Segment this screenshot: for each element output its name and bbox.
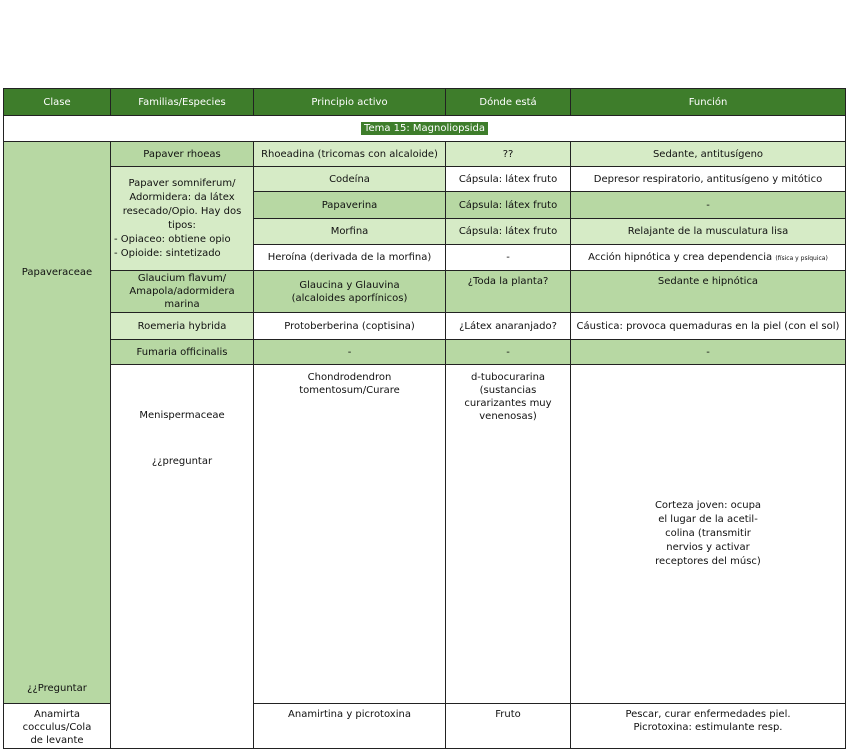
species-line: Amapola/adormidera marina [129,286,235,310]
where-cell: Cápsula: látex fruto [446,192,571,219]
function-text: Acción hipnótica y crea dependencia [588,251,773,263]
species-line: Chondrodendron [307,372,392,383]
principle-cell [254,271,446,313]
principle-cell: Codeína [254,167,446,192]
principle-cell: Morfina [254,219,446,245]
header-donde: Dónde está [446,89,571,116]
principle-cell: Heroína (derivada de la morfina) [254,245,446,271]
where-cell: ?? [446,142,571,167]
class-name: Menispermaceae [139,410,225,421]
species-cell: Fumaria officinalis [111,340,254,365]
principle-cell: Papaverina [254,192,446,219]
principle-cell: Anamirtina y picrotoxina [254,704,446,749]
table-row [4,271,846,313]
function-cell [571,704,846,749]
table-row [4,365,846,704]
function-cell: Relajante de la musculatura lisa [571,219,846,245]
function-note: (física y psíquica) [775,254,828,262]
species-cell [111,167,254,271]
where-cell: ¿Toda la planta? [446,271,571,313]
where-line: colina (transmitir [665,528,751,539]
header-principio: Principio activo [254,89,446,116]
where-cell: ¿Látex anaranjado? [446,313,571,340]
section-title: Tema 15: Magnoliopsida [361,122,488,135]
principle-line: Glaucina y Glauvina [299,279,400,291]
species-cell: Papaver rhoeas [111,142,254,167]
function-cell: Depresor respiratorio, antitusígeno y mitótico [571,167,846,192]
function-cell: Sedante, antitusígeno [571,142,846,167]
class-note: ¿¿Preguntar [27,683,87,694]
class-note: ¿¿preguntar [151,456,213,467]
where-line: Corteza joven: ocupa [654,500,762,511]
class-name: Papaveraceae [21,267,93,278]
principle-line: curarizantes muy venenosas) [464,398,552,422]
function-line: Pescar, curar enfermedades piel. [625,709,791,720]
table-row [4,167,846,192]
function-cell: Cáustica: provoca quemaduras en la piel (con el sol) [571,313,846,340]
where-line: el lugar de la acetil- [658,514,758,525]
class-cell-papaveraceae [4,142,111,704]
where-line: nervios y activar [666,542,750,553]
table-row [4,340,846,365]
function-cell: - [571,192,846,219]
species-line: Adormidera: da látex [129,191,235,203]
function-cell: - [571,340,846,365]
where-cell: Fruto [446,704,571,749]
where-line: receptores del músc) [655,556,761,567]
where-cell: Cápsula: látex fruto [446,219,571,245]
header-row [4,89,846,116]
principle-line: d-tubocurarina (sustancias [470,372,546,396]
class-cell-menispermaceae [111,365,254,749]
where-cell: - [446,340,571,365]
principle-cell [446,365,571,704]
principle-cell: - [254,340,446,365]
header-clase: Clase [4,89,111,116]
species-line: Glaucium flavum/ [137,273,227,284]
principle-cell: Rhoeadina (tricomas con alcaloide) [254,142,446,167]
species-cell [4,704,111,749]
species-line: - Opioide: sintetizado [114,247,221,259]
species-cell: Roemeria hybrida [111,313,254,340]
species-line: de levante [30,735,84,746]
table-row [4,142,846,167]
species-line: tipos: [168,219,196,231]
header-familias: Familias/Especies [111,89,254,116]
function-line: Picrotoxina: estimulante resp. [633,722,783,733]
species-line: - Opiaceo: obtiene opio [114,233,231,245]
header-funcion: Función [571,89,846,116]
species-line: resecado/Opio. Hay dos [122,205,242,217]
species-line: tomentosum/Curare [299,385,400,396]
principle-line: (alcaloides aporfínicos) [291,292,408,304]
where-cell [571,365,846,704]
where-cell: Cápsula: látex fruto [446,167,571,192]
species-cell [111,271,254,313]
species-line: Anamirta cocculus/Cola [22,709,92,733]
species-line: Papaver somniferum/ [128,177,236,189]
table-row [4,313,846,340]
classification-table [3,88,846,749]
function-cell: Sedante e hipnótica [571,271,846,313]
where-cell: - [446,245,571,271]
principle-cell: Protoberberina (coptisina) [254,313,446,340]
title-row [4,116,846,142]
function-cell [571,245,846,271]
species-cell [254,365,446,704]
